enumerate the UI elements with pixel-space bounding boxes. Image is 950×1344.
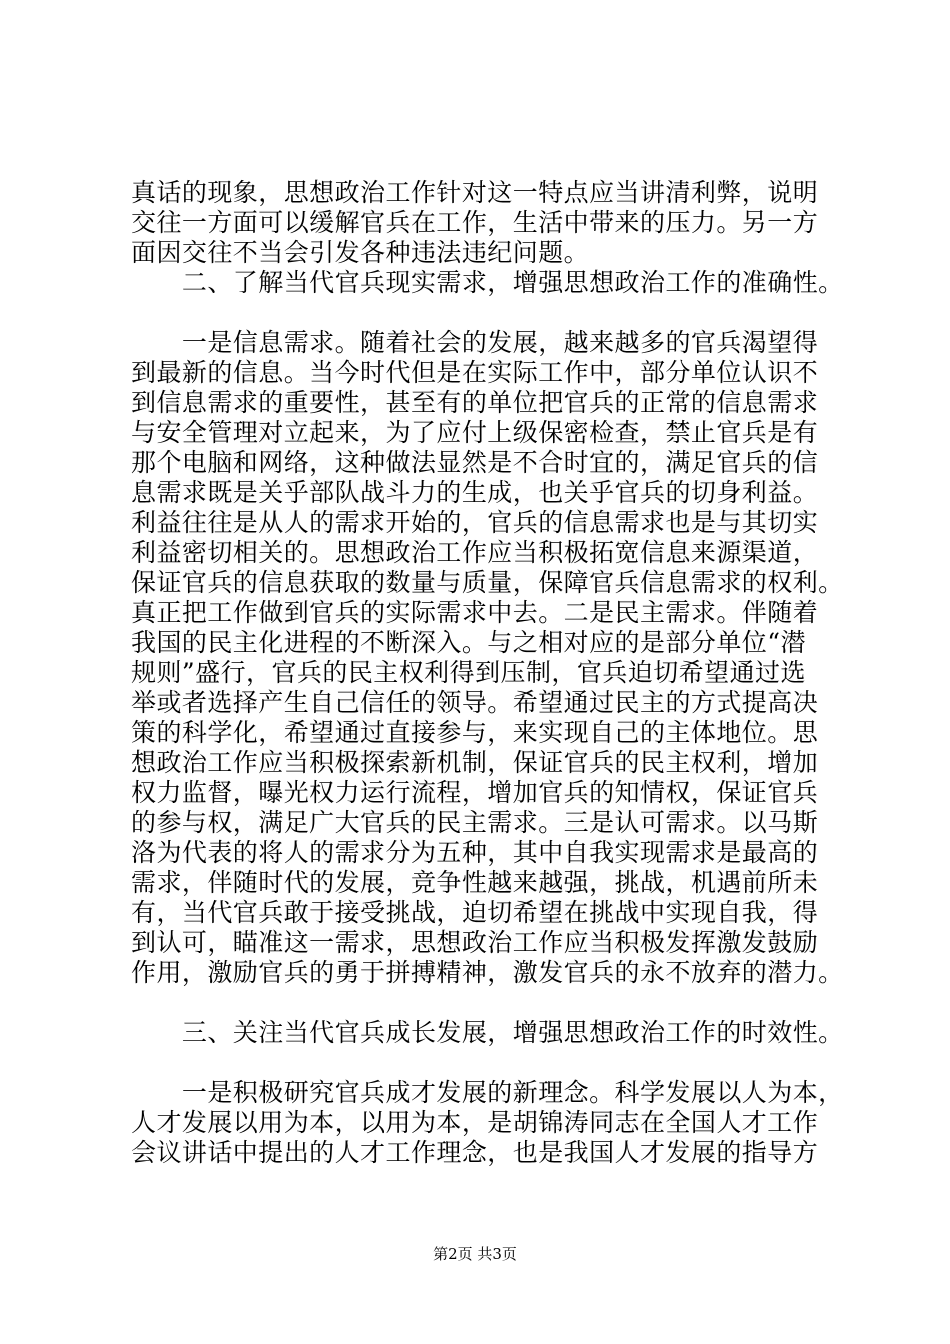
body-text-line: 权力监督，曝光权力运行流程，增加官兵的知情权，保证官兵: [131, 778, 819, 807]
body-text-line: 策的科学化，希望通过直接参与，来实现自己的主体地位。思: [131, 718, 819, 747]
body-text-line: 需求，伴随时代的发展，竞争性越来越强，挑战，机遇前所未: [131, 868, 819, 897]
body-text-line: 到认可，瞄准这一需求，思想政治工作应当积极发挥激发鼓励: [131, 928, 819, 957]
body-text-line: 到最新的信息。当今时代但是在实际工作中，部分单位认识不: [131, 358, 819, 387]
body-text-line: 到信息需求的重要性，甚至有的单位把官兵的正常的信息需求: [131, 388, 819, 417]
body-text-line: 我国的民主化进程的不断深入。与之相对应的是部分单位“潜: [131, 628, 806, 657]
body-text-line: 一是信息需求。随着社会的发展，越来越多的官兵渴望得: [131, 328, 819, 357]
body-text-line: 息需求既是关乎部队战斗力的生成，也关乎官兵的切身利益。: [131, 478, 819, 507]
body-text-line: 交往一方面可以缓解官兵在工作，生活中带来的压力。另一方: [131, 208, 819, 237]
body-text-line: 与安全管理对立起来，为了应付上级保密检查，禁止官兵是有: [131, 418, 819, 447]
body-text-line: 作用，激励官兵的勇于拼搏精神，激发官兵的永不放弃的潜力。: [131, 958, 844, 987]
body-text-line: 利益往往是从人的需求开始的，官兵的信息需求也是与其切实: [131, 508, 819, 537]
section-heading: 三、关注当代官兵成长发展，增强思想政治工作的时效性。: [131, 1018, 844, 1047]
body-text-line: 面因交往不当会引发各种违法违纪问题。: [131, 238, 590, 267]
body-text-line: 保证官兵的信息获取的数量与质量，保障官兵信息需求的权利。: [131, 568, 844, 597]
body-text-line: 一是积极研究官兵成才发展的新理念。科学发展以人为本，: [131, 1078, 844, 1107]
body-text-line: 规则”盛行，官兵的民主权利得到压制，官兵迫切希望通过选: [131, 658, 806, 687]
body-text-line: 会议讲话中提出的人才工作理念，也是我国人才发展的指导方: [131, 1138, 819, 1167]
body-text-line: 有，当代官兵敢于接受挑战，迫切希望在挑战中实现自我，得: [131, 898, 819, 927]
body-text-line: 那个电脑和网络，这种做法显然是不合时宜的，满足官兵的信: [131, 448, 819, 477]
body-text-line: 人才发展以用为本，以用为本，是胡锦涛同志在全国人才工作: [131, 1108, 819, 1137]
body-text-line: 真正把工作做到官兵的实际需求中去。二是民主需求。伴随着: [131, 598, 819, 627]
body-text-line: 的参与权，满足广大官兵的民主需求。三是认可需求。以马斯: [131, 808, 819, 837]
section-heading: 二、了解当代官兵现实需求，增强思想政治工作的准确性。: [131, 268, 844, 297]
body-text-line: 真话的现象，思想政治工作针对这一特点应当讲清利弊，说明: [131, 178, 819, 207]
body-text-line: 举或者选择产生自己信任的领导。希望通过民主的方式提高决: [131, 688, 819, 717]
body-text-line: 洛为代表的将人的需求分为五种，其中自我实现需求是最高的: [131, 838, 819, 867]
body-text-line: 利益密切相关的。思想政治工作应当积极拓宽信息来源渠道，: [131, 538, 819, 567]
body-text-line: 想政治工作应当积极探索新机制，保证官兵的民主权利，增加: [131, 748, 819, 777]
page-number-footer: 第2页 共3页: [433, 1245, 517, 1263]
